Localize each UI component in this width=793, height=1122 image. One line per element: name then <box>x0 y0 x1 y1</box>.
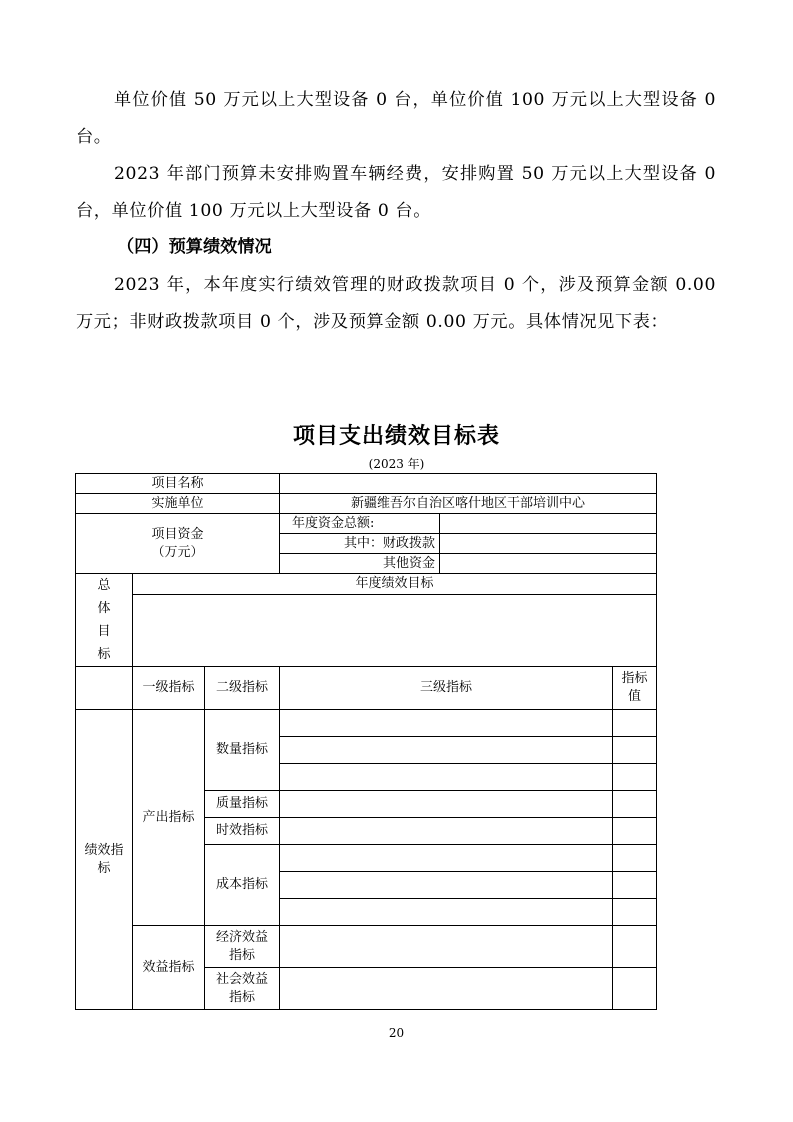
indicator-cell <box>280 872 613 899</box>
performance-goal-table <box>75 473 657 1010</box>
table-title: 项目支出绩效目标表 <box>292 423 500 449</box>
quantity-indicator: 数量指标 <box>205 710 280 791</box>
funds-label-line1: 项目资金 <box>151 526 204 542</box>
timeliness-indicator: 时效指标 <box>205 818 280 845</box>
indicator-cell <box>280 899 613 926</box>
project-name-value <box>280 474 657 494</box>
indicator-value-cell <box>613 845 657 872</box>
overall-goal-char: 标 <box>97 647 111 662</box>
unit-label: 实施单位 <box>76 494 280 514</box>
paragraph-budget-vehicles: 2023 年部门预算未安排购置车辆经费，安排购置 50 万元以上大型设备 0 台，单位价值 100 万元以上大型设备 0 台。 <box>76 164 716 221</box>
funds-other-label: 其他资金 <box>280 554 440 574</box>
overall-goal-label <box>76 574 133 667</box>
indicator-value-cell <box>613 926 657 968</box>
unit-value: 新疆维吾尔自治区喀什地区干部培训中心 <box>280 494 657 514</box>
funds-fiscal-label: 其中：财政拨款 <box>280 534 440 554</box>
funds-fiscal-value <box>440 534 657 554</box>
project-name-label: 项目名称 <box>76 474 280 494</box>
header-value <box>613 667 657 710</box>
indicator-cell <box>280 791 613 818</box>
annual-goal-label: 年度绩效目标 <box>133 574 657 595</box>
header-level2: 二级指标 <box>205 667 280 710</box>
funds-total-value <box>440 514 657 534</box>
overall-goal-char: 总 <box>97 578 111 593</box>
indicator-cell <box>280 926 613 968</box>
indicator-cell <box>280 818 613 845</box>
header-level3: 三级指标 <box>280 667 613 710</box>
output-indicator: 产出指标 <box>133 710 205 926</box>
perf-indicator-line2: 标 <box>97 860 111 876</box>
section-heading: （四）预算绩效情况 <box>117 237 272 257</box>
indicator-value-cell <box>613 818 657 845</box>
social-benefit-line1: 社会效益 <box>216 971 269 987</box>
indicator-value-cell <box>613 872 657 899</box>
indicator-cell <box>280 764 613 791</box>
indicator-value-cell <box>613 737 657 764</box>
indicator-cell <box>280 710 613 737</box>
perf-indicator-line1: 绩效指 <box>84 842 124 858</box>
social-benefit-line2: 指标 <box>229 989 256 1005</box>
paragraph-equipment: 单位价值 50 万元以上大型设备 0 台，单位价值 100 万元以上大型设备 0 台。 <box>76 90 716 147</box>
indicator-cell <box>280 845 613 872</box>
social-benefit-indicator <box>205 968 280 1010</box>
indicator-value-cell <box>613 968 657 1010</box>
annual-goal-content <box>133 595 657 667</box>
indicator-value-cell <box>613 710 657 737</box>
indicator-cell <box>280 968 613 1010</box>
funds-label <box>76 514 280 574</box>
overall-goal-char: 目 <box>97 624 111 639</box>
paragraph-performance: 2023 年，本年度实行绩效管理的财政拨款项目 0 个，涉及预算金额 0.00 万元；非财政拨款项目 0 个，涉及预算金额 0.00 万元。具体情况见下表： <box>76 275 716 332</box>
economic-benefit-line2: 指标 <box>229 947 256 963</box>
economic-benefit-indicator <box>205 926 280 968</box>
funds-total-label: 年度资金总额: <box>280 514 440 534</box>
indicator-value-cell <box>613 899 657 926</box>
benefit-indicator: 效益指标 <box>133 926 205 1010</box>
economic-benefit-line1: 经济效益 <box>216 929 269 945</box>
perf-indicator-label <box>76 710 133 1010</box>
funds-other-value <box>440 554 657 574</box>
quality-indicator: 质量指标 <box>205 791 280 818</box>
cost-indicator: 成本指标 <box>205 845 280 926</box>
header-blank <box>76 667 133 710</box>
funds-label-line2: （万元） <box>151 544 204 560</box>
table-year: (2023 年) <box>368 457 425 471</box>
header-value-line1: 指标 <box>621 671 648 686</box>
page-number: 20 <box>388 1026 405 1040</box>
overall-goal-char: 体 <box>97 601 111 616</box>
indicator-cell <box>280 737 613 764</box>
header-level1: 一级指标 <box>133 667 205 710</box>
indicator-value-cell <box>613 791 657 818</box>
header-value-line2: 值 <box>628 689 642 704</box>
indicator-value-cell <box>613 764 657 791</box>
